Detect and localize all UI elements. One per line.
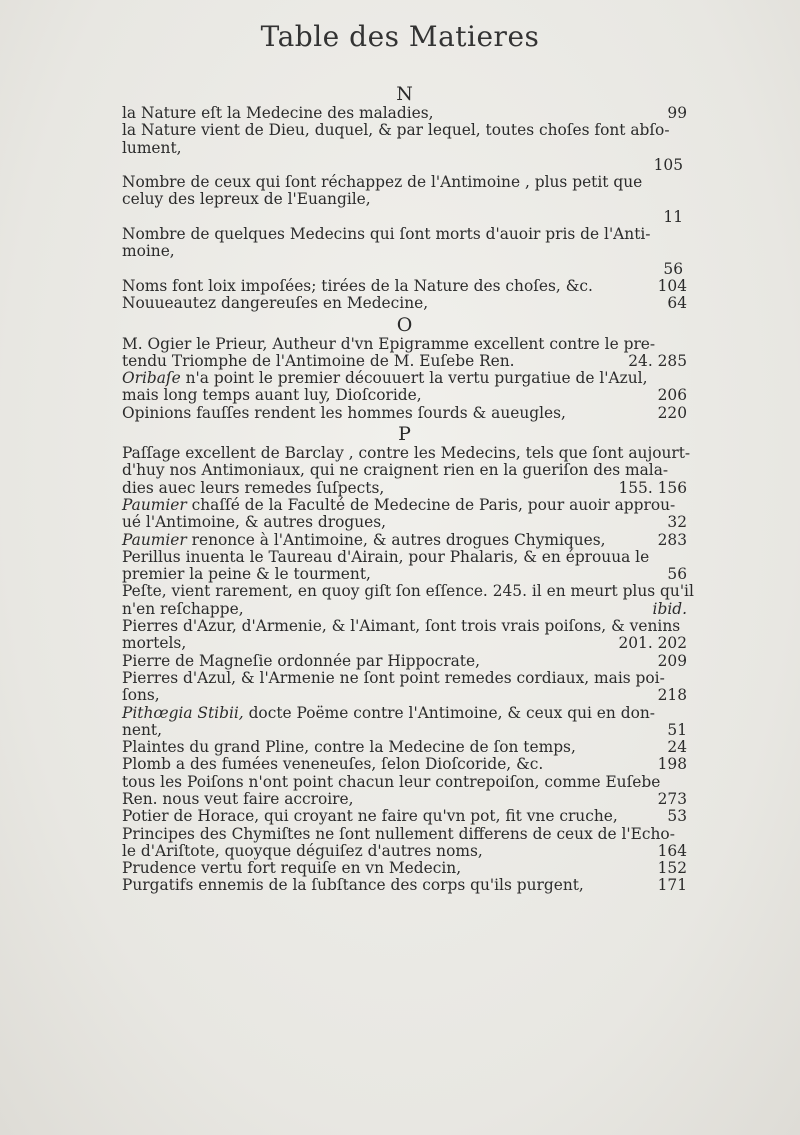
page-reference: 104 [657,276,687,295]
entry-text: Purgatifs ennemis de la ſubſtance des corps qu'ils purgent, [122,876,584,895]
page-reference: 273 [657,789,687,808]
italic-name: Oribaſe [122,369,181,388]
entry-text: Prudence vertu fort requiſe en vn Medecin, [122,859,462,878]
entry-heading: Oribaſe n'a point le premier découuert la vertu purgatiue de l'Azul, [122,369,648,388]
page-reference: 218 [657,686,687,705]
index-entry [122,532,687,549]
entry-continuation: lument, [122,138,182,157]
page-reference: 56 [663,259,683,278]
page-reference: 155. 156 [618,478,687,497]
index-entry [122,826,687,861]
entry-text: ué l'Antimoine, & autres drogues, [122,513,387,532]
entry-heading: Nombre de quelques Medecins qui ſont morts d'auoir pris de l'Anti- [122,225,651,244]
index-entry [122,336,687,371]
entry-text: le d'Ariſtote, quoyque déguiſez d'autres noms, [122,841,483,860]
entry-text: nent, [122,720,163,739]
entry-heading [122,278,687,295]
entry-heading: la Nature vient de Dieu, duquel, & par lequel, toutes choſes font abſo- [122,121,670,140]
entry-text: Potier de Horace, qui croyant ne faire qu'vn pot, fit vne cruche, [122,807,618,826]
entry-continuation [122,480,687,497]
page-reference: 32 [667,513,687,532]
entry-text: premier la peine & le tourment, [122,565,371,584]
entry-text: Pierre de Magneſie ordonnée par Hippocrate, [122,651,480,670]
page-reference: 24 [667,738,687,757]
entry-heading [122,105,687,122]
index-entry [122,808,687,825]
index-entry [122,226,687,278]
entry-continuation [122,635,687,652]
page-reference: 99 [667,104,687,122]
index-entry [122,497,687,532]
entry-continuation: d'huy nos Antimoniaux, qui ne craignent rien en la gueriſon des mala- [122,461,669,480]
entry-continuation [122,687,687,704]
entry-continuation: celuy des lepreux de l'Euangile, [122,190,371,209]
index-entry [122,444,691,497]
entry-heading [122,860,687,877]
entry-heading: tous les Poiſons n'ont point chacun leur contrepoiſon, comme Euſebe [122,772,661,791]
index-entry [122,278,687,295]
entry-heading [122,739,687,756]
index-entry [122,370,687,405]
entry-heading [122,295,687,312]
page-reference: 64 [667,294,687,313]
index-entry [122,618,687,653]
page-reference: 24. 285 [628,351,687,370]
index-entry [122,174,687,226]
entry-text: la Nature eſt la Medecine des maladies, [122,104,434,122]
page-reference-line [122,157,687,174]
page-reference-line [122,261,687,278]
entry-heading [122,877,687,894]
entry-heading [122,532,687,549]
entry-continuation: moine, [122,242,175,261]
entry-heading: Paumier chaſſé de la Faculté de Medecine de Paris, pour auoir approu- [122,495,676,514]
page-reference: 105 [653,155,683,174]
entry-heading: Nombre de ceux qui ſont réchappez de l'Antimoine , plus petit que [122,173,643,192]
page-reference: 56 [667,565,687,584]
index-content [122,82,694,895]
section-letter: O [396,313,413,336]
page-reference: 206 [657,386,687,405]
page-reference: ibid. [652,599,687,618]
entry-continuation [122,353,687,370]
index-entry [122,877,687,894]
entry-heading [122,756,687,773]
entry-heading: Principes des Chymiſtes ne ſont nullement differens de ceux de l'Echo- [122,824,675,843]
entry-continuation [122,722,687,739]
entry-text: Paumier renonce à l'Antimoine, & autres drogues Chymiques, [122,530,606,549]
entry-text: Plomb a des fumées veneneuſes, ſelon Dioſcoride, &c. [122,755,544,774]
entry-heading: M. Ogier le Prieur, Autheur d'vn Epigramme excellent contre le pre- [122,334,656,353]
entry-text: tendu Triomphe de l'Antimoine de M. Euſebe Ren. [122,351,515,370]
section-letter: N [396,83,413,105]
page-reference: 51 [667,720,687,739]
entry-heading: Pierres d'Azur, d'Armenie, & l'Aimant, ſont trois vrais poiſons, & venins [122,617,681,636]
entry-continuation [122,843,687,860]
index-entry [122,582,694,618]
index-entry [122,405,687,422]
entry-text: Noms font loix impoſées; tirées de la Nature des choſes, &c. [122,276,593,295]
page-title: Table des Matieres [260,20,540,53]
index-entry [122,122,687,174]
entry-continuation [122,387,687,404]
italic-name: Paumier [122,530,187,549]
page-reference-line [122,209,687,226]
entry-text: ſons, [122,686,160,705]
page-reference: 171 [657,876,687,895]
page-reference: 11 [663,207,683,226]
entry-text: mais long temps auant luy, Dioſcoride, [122,386,422,405]
index-entry [122,105,687,122]
entry-heading: Pithœgia Stibii, docte Poëme contre l'Antimoine, & ceux qui en don- [122,703,655,722]
index-entry [122,774,687,809]
entry-heading: Paſſage excellent de Barclay , contre les Medecins, tels que ſont aujourt- [122,444,691,463]
page-reference: 283 [657,530,687,549]
entry-continuation [122,601,687,618]
entry-continuation [122,514,687,531]
entry-heading: Peſte, vient rarement, en quoy giſt ſon eſſence. 245. il en meurt plus qu'il [122,582,694,601]
index-entry [122,295,687,312]
page-reference: 53 [667,807,687,826]
page-reference: 220 [657,403,687,422]
entry-heading [122,808,687,825]
page-reference: 164 [657,841,687,860]
index-entry [122,549,687,584]
entry-continuation [122,791,687,808]
entry-heading: Perillus inuenta le Taureau d'Airain, pour Phalaris, & en éprouua le [122,547,650,566]
page-reference: 201. 202 [618,634,687,653]
index-entry [122,860,687,877]
entry-text: mortels, [122,634,187,653]
italic-name: Paumier [122,495,187,514]
index-entry [122,705,687,740]
index-entry [122,670,687,705]
page-reference: 152 [657,859,687,878]
index-entry [122,653,687,670]
entry-text: Ren. nous veut faire accroire, [122,789,354,808]
entry-heading: Pierres d'Azul, & l'Armenie ne ſont point remedes cordiaux, mais poi- [122,668,665,687]
entry-text: dies auec leurs remedes ſuſpects, [122,478,385,497]
section-letter: P [398,423,411,446]
entry-text: n'en reſchappe, [122,599,244,618]
index-entry [122,739,687,756]
index-entry [122,756,687,773]
entry-text: Nouueautez dangereuſes en Medecine, [122,294,429,313]
entry-continuation [122,566,687,583]
entry-heading [122,405,687,422]
page-reference: 198 [657,755,687,774]
entry-heading [122,653,687,670]
page-reference: 209 [657,651,687,670]
entry-text: Opinions fauſſes rendent les hommes ſourds & aueugles, [122,403,566,422]
entry-text: Plaintes du grand Pline, contre la Medecine de ſon temps, [122,738,576,757]
italic-name: Pithœgia Stibii, [122,703,244,722]
